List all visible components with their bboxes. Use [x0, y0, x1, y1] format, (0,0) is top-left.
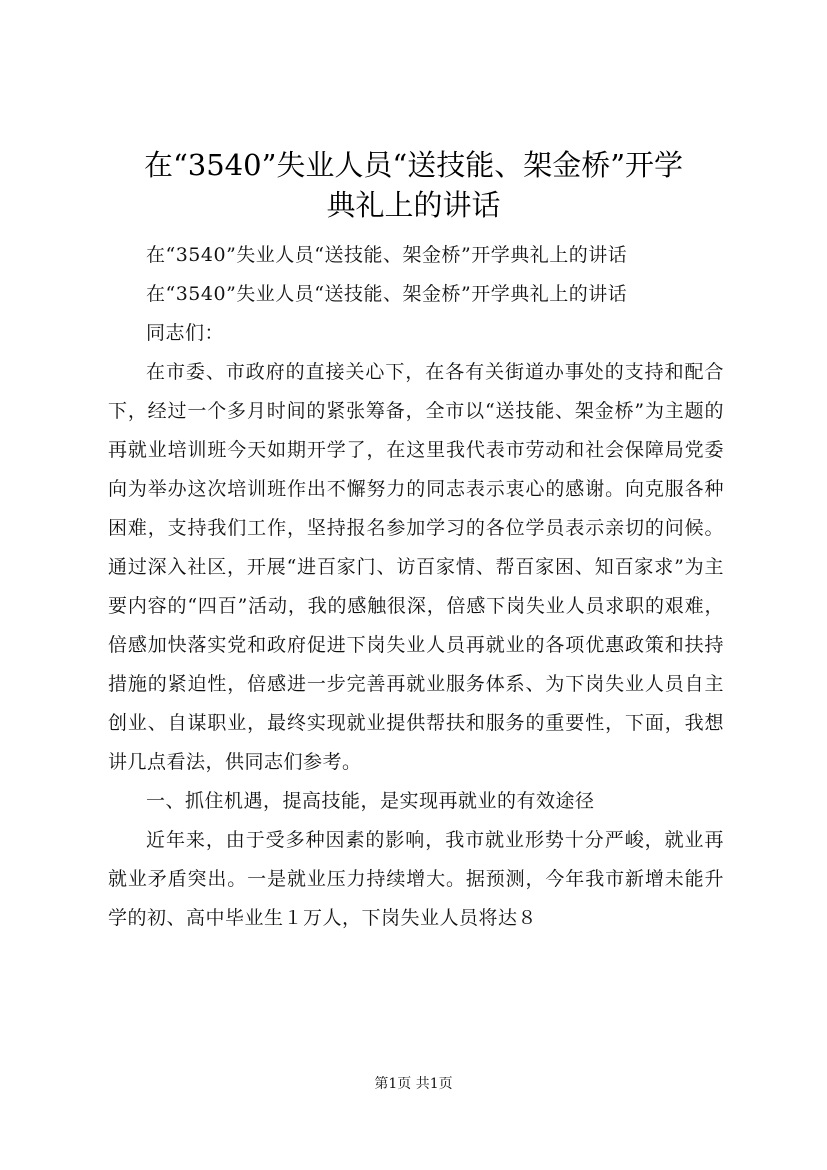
- salutation: 同志们：: [146, 322, 225, 344]
- body-paragraph: 在市委、市政府的直接关心下，在各有关街道办事处的支持和配合下，经过一个多月时间的紧张筹备，全市以“送技能、架金桥”为主题的再就业培训班今天如期开学了，在这里我代表市劳动和社会保障局党委向为举办这次培训班作出不懈努力的同志表示衷心的感谢。向克服各种困难，支持我们工作，坚持报名参加学习的各位学员表示亲切的问候。通过深入社区，开展“进百家门、访百家情、帮百家困、知百家求”为主要内容的“四百”活动，我的感触很深，倍感下岗失业人员求职的艰难，倍感加快落实党和政府促进下岗失业人员再就业的各项优惠政策和扶持措施的紧迫性，倍感进一步完善再就业服务体系、为下岗失业人员自主创业、自谋职业，最终实现就业提供帮扶和服务的重要性，下面，我想讲几点看法，供同志们参考。: [108, 361, 724, 773]
- subtitle-paragraph: 在“3540”失业人员“送技能、架金桥”开学典礼上的讲话: [146, 244, 628, 266]
- title-line-1: 在“3540”失业人员“送技能、架金桥”开学: [143, 148, 684, 182]
- body-paragraph: 近年来，由于受多种因素的影响，我市就业形势十分严峻，就业再就业矛盾突出。一是就业压力持续增大。据预测，今年我市新增未能升学的初、高中毕业生１万人，下岗失业人员将达８: [108, 829, 724, 929]
- document-title: [80, 145, 747, 225]
- page-footer: 第1页 共1页: [374, 1076, 453, 1092]
- section-heading: 一、抓住机遇，提高技能，是实现再就业的有效途径: [146, 790, 595, 812]
- title-line-2: 典礼上的讲话: [326, 188, 501, 222]
- document-body: [108, 236, 724, 938]
- subtitle-paragraph: 在“3540”失业人员“送技能、架金桥”开学典礼上的讲话: [146, 283, 628, 305]
